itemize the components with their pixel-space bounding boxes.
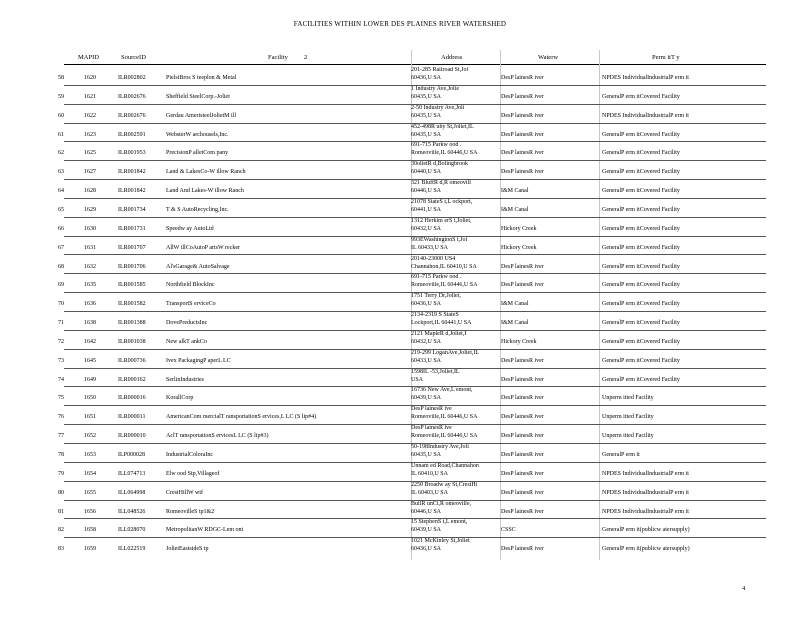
source-id: ILR000016 xyxy=(118,395,146,402)
address-line-2: IL 60403,U SA xyxy=(411,489,448,496)
facility-name: Sheffield SteelCorp.-Joliet xyxy=(166,93,230,100)
source-id: ILR002676 xyxy=(118,112,146,119)
source-id: ILP000028 xyxy=(118,452,145,458)
waterway: CSSC xyxy=(501,527,516,534)
table-row xyxy=(0,386,800,405)
permit-type: GeneralP erm itCovered Facility xyxy=(602,93,680,100)
source-id: ILR001038 xyxy=(118,338,146,345)
permit-type: NPDES IndividualIndustrialP erm it xyxy=(602,489,689,496)
waterway: DesP lainesR iver xyxy=(501,357,544,364)
row-number: 59 xyxy=(58,93,64,100)
permit-type: GeneralP erm itCovered Facility xyxy=(602,376,680,383)
facility-name: Land & LakesCo-W illow Ranch xyxy=(166,169,246,176)
table-row xyxy=(0,273,800,292)
waterway: DesP lainesR iver xyxy=(501,395,544,402)
facility-name: Speedw ay AutoLtd xyxy=(166,225,214,232)
address-line-2: 60439,U SA xyxy=(411,395,442,402)
header-address: Address xyxy=(441,54,463,61)
address-line-2: Romeoville,IL 60446,U SA xyxy=(411,282,478,289)
permit-type: GeneralP erm itCovered Facility xyxy=(602,150,680,157)
table-row xyxy=(0,518,800,537)
source-id: ILR000736 xyxy=(118,357,146,364)
address-line-2: IL 60433,U SA xyxy=(411,244,448,251)
waterway: DesP lainesR iver xyxy=(501,414,544,421)
row-number: 60 xyxy=(58,112,64,119)
source-id: ILR000162 xyxy=(118,376,146,383)
row-number: 82 xyxy=(58,527,64,534)
row-number: 62 xyxy=(58,150,64,157)
waterway: DesP lainesR iver xyxy=(501,376,544,383)
waterway: DesP lainesR iver xyxy=(501,112,544,119)
row-number: 61 xyxy=(58,131,64,138)
facility-name: AllW illCoAutoP artsW recker xyxy=(166,244,241,251)
address-line-1: 16736 New Ave,L emont, xyxy=(411,387,473,394)
address-line-1: 691-715 Parkw ood . xyxy=(411,142,462,149)
facility-name: PielstBros S teeplon & Metal xyxy=(166,75,237,81)
row-number: 76 xyxy=(58,414,64,421)
permit-type: NPDES IndividualIndustrialP erm it xyxy=(602,508,689,515)
facility-name: PrecisionP alletCom pany xyxy=(166,150,229,157)
address-line-2: Romeoville,IL 60446,U SA xyxy=(411,414,478,421)
address-line-2: Lockport,IL 60441,U SA xyxy=(411,320,472,327)
permit-type: GeneralP erm itCovered Facility xyxy=(602,301,680,308)
waterway: DesP lainesR iver xyxy=(501,150,544,157)
header-divider xyxy=(64,64,766,65)
facility-name: New alkT ankCo xyxy=(166,338,207,345)
permit-type: GeneralP erm itCovered Facility xyxy=(602,282,680,289)
table-row xyxy=(0,141,800,160)
row-number: 68 xyxy=(58,263,64,270)
source-id: ILR002591 xyxy=(118,131,146,138)
facility-name: SerlinIndustries xyxy=(166,376,204,383)
source-id: ILL074713 xyxy=(118,470,146,477)
table-row xyxy=(0,311,800,330)
table-row xyxy=(0,104,800,123)
map-id: 1654 xyxy=(84,470,96,477)
address-line-1: Unnam ed Road,Channahon xyxy=(411,462,479,469)
facility-name: IndustrialColoraInc xyxy=(166,452,213,458)
permit-type: GeneralP erm it(publicw atersupply) xyxy=(602,527,690,534)
map-id: 1635 xyxy=(84,282,96,289)
row-number: 80 xyxy=(58,489,64,496)
map-id: 1658 xyxy=(84,527,96,534)
permit-type: Unperm itted Facility xyxy=(602,433,654,440)
waterway: I&M Canal xyxy=(501,188,529,195)
address-line-2: 60436,U SA xyxy=(411,301,442,308)
facility-name: CrestHillW wtf xyxy=(166,489,204,496)
source-id: ILR000010 xyxy=(118,433,146,440)
permit-type: Unperm itted Facility xyxy=(602,414,654,421)
map-id: 1659 xyxy=(84,546,96,553)
map-id: 1627 xyxy=(84,169,96,176)
address-line-1: BullR unCt,R omeoville, xyxy=(411,500,472,507)
address-line-2: IL 60410,U SA xyxy=(411,470,448,477)
address-line-1: 21078 StateS t,L ockport, xyxy=(411,198,473,205)
address-line-1: 2134-2319 S StateS xyxy=(411,312,459,319)
address-line-1: 1 Industry Ave,Jolie xyxy=(411,85,460,92)
map-id: 1650 xyxy=(84,395,96,402)
header-sourceid: SourceID xyxy=(121,54,146,61)
table-row xyxy=(0,198,800,217)
address-line-1: DesP lainesR ive xyxy=(411,425,452,432)
document-title: FACILITIES WITHIN LOWER DES PLAINES RIVER WATERSHED xyxy=(293,20,507,28)
header-permit-type: Perm itT y xyxy=(652,54,680,61)
address-line-1: 201-285 Railroad St,Jol xyxy=(411,67,469,73)
source-id: ILR001953 xyxy=(118,150,146,157)
map-id: 1622 xyxy=(84,112,96,119)
table-row xyxy=(0,292,800,311)
permit-type: GeneralP erm itCovered Facility xyxy=(602,131,680,138)
address-line-1: 2250 Broadw ay St,CrestHi xyxy=(411,481,478,488)
address-line-2: Romeoville,IL 60446,U SA xyxy=(411,433,478,440)
source-id: ILR001842 xyxy=(118,169,146,176)
waterway: DesP lainesR iver xyxy=(501,508,544,515)
source-id: ILL022519 xyxy=(118,546,146,553)
table-row xyxy=(0,255,800,274)
address-line-2: 60436,U SA xyxy=(411,75,442,81)
address-line-2: 60446,U SA xyxy=(411,188,442,195)
row-number: 66 xyxy=(58,225,64,232)
map-id: 1649 xyxy=(84,376,96,383)
address-line-2: 60435,U SA xyxy=(411,93,442,100)
address-line-2: 60432,U SA xyxy=(411,225,442,232)
map-id: 1651 xyxy=(84,414,96,421)
address-line-2: 60433,U SA xyxy=(411,357,442,364)
permit-type: GeneralP erm it(publicw atersupply) xyxy=(602,546,690,553)
address-line-2: Channahon,IL 60410,U SA xyxy=(411,263,477,270)
header-mapid: MAPID xyxy=(78,54,99,61)
permit-type: NPDES IndividualIndustrialP erm it xyxy=(602,112,689,119)
map-id: 1636 xyxy=(84,301,96,308)
row-number: 64 xyxy=(58,188,64,195)
facility-name: T & S AutoRecycling,Inc. xyxy=(166,206,229,213)
table-row xyxy=(0,236,800,255)
facility-name: AmericanCom mercialT ransportationS ervices,L LC (S lip#4) xyxy=(166,414,317,421)
table-row xyxy=(0,537,800,556)
source-id: ILR001707 xyxy=(118,244,146,251)
address-line-1: 452-498R uby St,Joliet,IL xyxy=(411,123,474,130)
page-number: 4 xyxy=(742,585,746,592)
table-row xyxy=(0,462,800,481)
row-number: 78 xyxy=(58,452,64,458)
address-line-2: 60440,U SA xyxy=(411,169,442,176)
address-line-1: 20140-23000 US4 xyxy=(411,255,456,262)
source-id: ILL048526 xyxy=(118,508,146,515)
waterway: DesP lainesR iver xyxy=(501,433,544,440)
waterway: DesP lainesR iver xyxy=(501,169,544,176)
source-id: ILR001582 xyxy=(118,301,146,308)
map-id: 1656 xyxy=(84,508,96,515)
address-line-1: DesP lainesR ive xyxy=(411,406,452,413)
table-row xyxy=(0,123,800,142)
address-line-2: 60435,U SA xyxy=(411,131,442,138)
source-id: ILL064998 xyxy=(118,489,146,496)
row-number: 63 xyxy=(58,169,64,176)
map-id: 1638 xyxy=(84,320,96,327)
facility-name: RomeovilleS tp1&2 xyxy=(166,508,215,515)
address-line-2: 60432,U SA xyxy=(411,338,442,345)
map-id: 1642 xyxy=(84,338,96,345)
waterway: DesP lainesR iver xyxy=(501,489,544,496)
address-line-2: 60441,U SA xyxy=(411,206,442,213)
permit-type: GeneralP erm itCovered Facility xyxy=(602,338,680,345)
waterway: DesP lainesR iver xyxy=(501,131,544,138)
address-line-1: 15 StephenS t,L emont, xyxy=(411,519,468,526)
table-row xyxy=(0,481,800,500)
permit-type: Unperm itted Facility xyxy=(602,395,654,402)
address-line-1: 50-198Industry Ave,Joli xyxy=(411,444,469,450)
map-id: 1630 xyxy=(84,225,96,232)
waterway: DesP lainesR iver xyxy=(501,282,544,289)
map-id: 1652 xyxy=(84,433,96,440)
waterway: Hickory Creek xyxy=(501,225,537,232)
map-id: 1653 xyxy=(84,452,96,458)
header-facility: Facility xyxy=(268,54,288,61)
permit-type: GeneralP erm itCovered Facility xyxy=(602,263,680,270)
permit-type: NPDES IndividualIndustrialP erm it xyxy=(602,75,689,81)
permit-type: NPDES IndividualIndustrialP erm it xyxy=(602,470,689,477)
row-number: 77 xyxy=(58,433,64,440)
table-row xyxy=(0,500,800,519)
facility-name: Northfield BlockInc xyxy=(166,282,215,289)
address-line-1: 1312 Herkim erS t,Joliet, xyxy=(411,217,472,224)
source-id: ILR001842 xyxy=(118,188,146,195)
table-row xyxy=(0,330,800,349)
facility-name: Elw ood Stp,Villageof xyxy=(166,470,220,477)
permit-type: GeneralP erm itCovered Facility xyxy=(602,169,680,176)
source-id: ILR002802 xyxy=(118,75,146,81)
table-row xyxy=(0,405,800,424)
facility-name: WebsterW archousels,Inc. xyxy=(166,131,229,138)
address-line-2: 60439,U SA xyxy=(411,527,442,534)
address-line-1: 219-299 LoganAve,Joliet,IL xyxy=(411,349,480,356)
address-line-1: 2-50 Industry Ave,Joli xyxy=(411,104,465,111)
permit-type: GeneralP erm itCovered Facility xyxy=(602,244,680,251)
row-number: 58 xyxy=(58,75,64,81)
map-id: 1620 xyxy=(84,75,96,81)
table-row xyxy=(0,85,800,104)
address-line-2: 60446,U SA xyxy=(411,508,442,515)
source-id: ILR001734 xyxy=(118,206,146,213)
permit-type: GeneralP erm it xyxy=(602,452,640,458)
waterway: Hickory Creek xyxy=(501,338,537,345)
map-id: 1629 xyxy=(84,206,96,213)
permit-type: GeneralP erm itCovered Facility xyxy=(602,188,680,195)
map-id: 1623 xyxy=(84,131,96,138)
address-line-1: 691-715 Parkw ood . xyxy=(411,274,462,281)
row-number: 79 xyxy=(58,470,64,477)
source-id: ILR001388 xyxy=(118,320,146,327)
address-line-2: 60435,U SA xyxy=(411,452,442,458)
map-id: 1628 xyxy=(84,188,96,195)
facility-name: KorallCorp xyxy=(166,395,194,402)
facility-name: JolietEastsideS tp xyxy=(166,546,209,553)
header-facility-suffix: 2 xyxy=(304,54,308,61)
map-id: 1632 xyxy=(84,263,96,270)
source-id: ILR001585 xyxy=(118,282,146,289)
address-line-1: 993EWashingtonS t,Jol xyxy=(411,236,468,243)
facility-name: AclT ransportationS ervicesL LC (S lip#3) xyxy=(166,433,269,440)
waterway: DesP lainesR iver xyxy=(501,452,544,458)
address-line-1: 2121 MapleR d,Joliet,I xyxy=(411,330,467,337)
row-number: 74 xyxy=(58,376,64,383)
map-id: 1645 xyxy=(84,357,96,364)
row-number: 70 xyxy=(58,301,64,308)
row-number: 69 xyxy=(58,282,64,289)
row-number: 72 xyxy=(58,338,64,345)
row-number: 67 xyxy=(58,244,64,251)
table-row xyxy=(0,66,800,85)
waterway: DesP lainesR iver xyxy=(501,470,544,477)
header-waterway: Waterw xyxy=(538,54,559,61)
facility-name: Gerdau AmeristeelJolietM ill xyxy=(166,112,236,119)
facility-name: Ivex PackagingP aperL LC xyxy=(166,357,231,364)
address-line-1: 1021 McKinley St,Joliet xyxy=(411,538,470,545)
waterway: I&M Canal xyxy=(501,206,529,213)
permit-type: GeneralP erm itCovered Facility xyxy=(602,206,680,213)
source-id: ILR000011 xyxy=(118,414,146,421)
table-row xyxy=(0,368,800,387)
permit-type: GeneralP erm itCovered Facility xyxy=(602,225,680,232)
address-line-2: USA xyxy=(411,376,424,383)
waterway: I&M Canal xyxy=(501,301,529,308)
address-line-1: 1751 Terry Dr,Joliet, xyxy=(411,293,461,300)
address-line-2: 60436,U SA xyxy=(411,546,442,553)
map-id: 1631 xyxy=(84,244,96,251)
source-id: ILR001731 xyxy=(118,225,146,232)
address-line-2: 60435,U SA xyxy=(411,112,442,119)
address-line-2: Romeoville,IL 60446,U SA xyxy=(411,150,478,157)
facility-name: TransportS erviceCo xyxy=(166,301,216,308)
row-number: 75 xyxy=(58,395,64,402)
facility-name: Al'sGarage& AutoSalvage xyxy=(166,263,230,270)
table-row xyxy=(0,160,800,179)
map-id: 1625 xyxy=(84,150,96,157)
waterway: I&M Canal xyxy=(501,320,529,327)
row-number: 71 xyxy=(58,320,64,327)
waterway: Hickory Creek xyxy=(501,244,537,251)
waterway: DesP lainesR iver xyxy=(501,93,544,100)
table-row xyxy=(0,217,800,236)
source-id: ILR001706 xyxy=(118,263,146,270)
map-id: 1655 xyxy=(84,489,96,496)
row-number: 83 xyxy=(58,546,64,553)
table-row xyxy=(0,443,800,462)
row-number: 65 xyxy=(58,206,64,213)
address-line-1: 30olietR d,Bolingbrook xyxy=(411,161,468,168)
map-id: 1621 xyxy=(84,93,96,100)
permit-type: GeneralP erm itCovered Facility xyxy=(602,357,680,364)
facility-name: MetropolitanW RDGC-Lem ont xyxy=(166,527,244,534)
address-line-1: 321 BluffR d,R omeovill xyxy=(411,180,471,187)
facility-name: DovePreductsInc xyxy=(166,320,208,327)
source-id: ILR002676 xyxy=(118,93,146,100)
table-row xyxy=(0,179,800,198)
permit-type: GeneralP erm itCovered Facility xyxy=(602,320,680,327)
waterway: DesP lainesR iver xyxy=(501,546,544,553)
waterway: DesP lainesR iver xyxy=(501,263,544,270)
address-line-1: 1598IL -53,Joliet,IL xyxy=(411,368,460,375)
waterway: DesP lainesR iver xyxy=(501,75,544,81)
table-row xyxy=(0,349,800,368)
row-number: 81 xyxy=(58,508,64,515)
source-id: ILL028070 xyxy=(118,527,146,534)
facility-name: Land And Lakes-W illow Ranch xyxy=(166,188,244,195)
row-number: 73 xyxy=(58,357,64,364)
table-row xyxy=(0,424,800,443)
